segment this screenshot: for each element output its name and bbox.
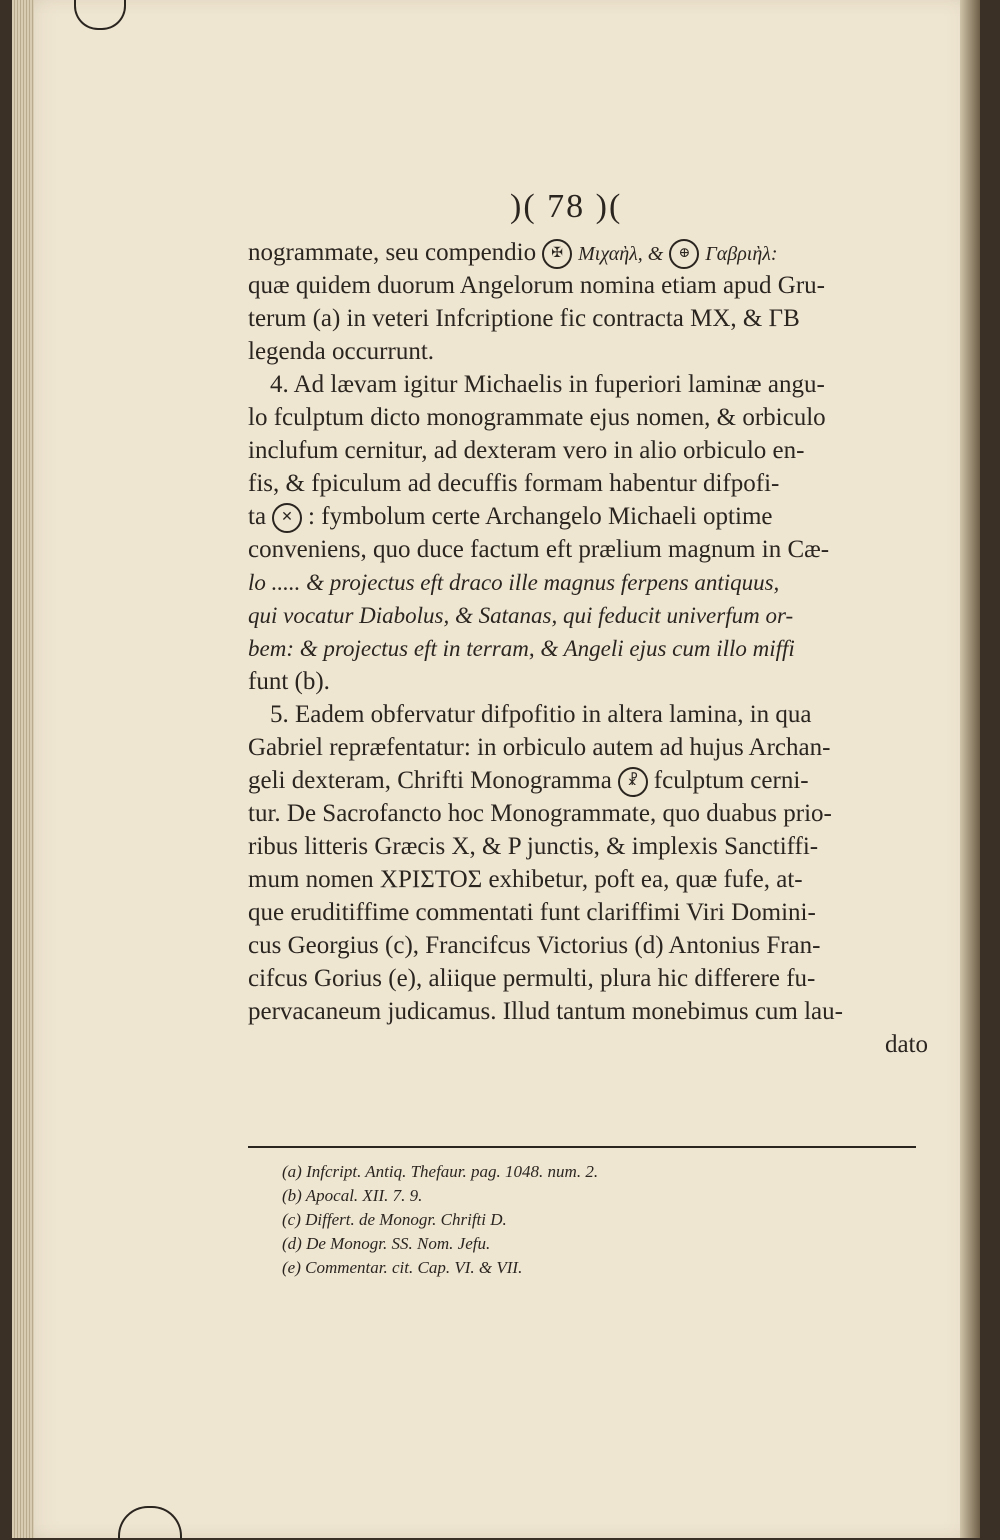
sword-spear-cross-icon: ✕ — [272, 503, 302, 533]
text-line-15: 5. Eadem obfervatur difpofitio in altera lamina, in qua — [270, 701, 812, 728]
footnote-rule — [248, 1146, 916, 1148]
text-line-10: conveniens, quo duce factum eft prælium magnum in Cæ- — [248, 536, 830, 563]
text-line-24: pervacaneum judicamus. Illud tantum monebimus cum lau- — [248, 998, 843, 1025]
text-line-23: cifcus Gorius (e), aliique permulti, plura hic differere fu- — [248, 965, 816, 992]
catchword: dato — [884, 1031, 928, 1058]
text-line-22: cus Georgius (c), Francifcus Victorius (d) Antonius Fran- — [248, 932, 821, 959]
text-line-5: 4. Ad lævam igitur Michaelis in fuperiori laminæ angu- — [270, 371, 825, 398]
footnote-b: (b) Apocal. XII. 7. 9. — [282, 1186, 423, 1205]
page-gutter — [12, 0, 34, 1538]
text-line-4: legenda occurrunt. — [248, 338, 435, 365]
text-line-7: inclufum cernitur, ad dexteram vero in alio orbiculo en- — [248, 437, 805, 464]
text-line-14: funt (b). — [248, 668, 330, 695]
text-line-11: lo ..... & projectus eft draco ille magnus ferpens antiquus, — [248, 570, 780, 595]
text-line-18: tur. De Sacrofancto hoc Monogrammate, quo duabus prio- — [248, 800, 832, 827]
text-line-6: lo fculptum dicto monogrammate ejus nomen, & orbiculo — [248, 404, 826, 431]
text-line-12: qui vocatur Diabolus, & Satanas, qui feducit univerfum or- — [248, 603, 794, 628]
text-line-13: bem: & projectus eft in terram, & Angeli ejus cum illo miffi — [248, 636, 795, 661]
text-line-9: ta ✕ : fymbolum certe Archangelo Michaeli optime — [248, 500, 928, 533]
footnote-a: (a) Infcript. Antiq. Thefaur. pag. 1048. num. 2. — [282, 1162, 599, 1181]
text-line-16: Gabriel repræfentatur: in orbiculo autem ad hujus Archan- — [248, 734, 831, 761]
text-line-8: fis, & fpiculum ad decuffis formam habentur difpofi- — [248, 470, 780, 497]
footnote-c: (c) Differt. de Monogr. Chrifti D. — [282, 1210, 507, 1229]
main-text — [248, 236, 928, 1061]
michael-monogram-icon: ✠ — [542, 239, 572, 269]
clip-tab-top — [74, 0, 126, 30]
footnotes — [282, 1160, 882, 1280]
text-line-20: mum nomen ΧΡΙΣΤΟΣ exhibetur, poft ea, quæ fufe, at- — [248, 866, 803, 893]
footnote-d: (d) De Monogr. SS. Nom. Jefu. — [282, 1234, 491, 1253]
text-line-19: ribus litteris Græcis X, & P junctis, & implexis Sanctiffi- — [248, 833, 819, 860]
clip-tab-bottom — [118, 1506, 182, 1540]
text-line-1: nogrammate, seu compendio ✠ Μιχαὴλ, & ⊕ Γαβριὴλ: — [248, 236, 928, 269]
chi-rho-monogram-icon: ☧ — [618, 767, 648, 797]
text-line-17: geli dexteram, Chrifti Monogramma ☧ fculptum cerni- — [248, 764, 928, 797]
text-line-2: quæ quidem duorum Angelorum nomina etiam apud Gru- — [248, 272, 825, 299]
footnote-e: (e) Commentar. cit. Cap. VI. & VII. — [282, 1258, 523, 1277]
text-line-21: que eruditiffime commentati funt clariffimi Viri Domini- — [248, 899, 816, 926]
page-edge — [960, 0, 980, 1538]
page-header: )( 78 )( — [510, 188, 623, 225]
gabriel-monogram-icon: ⊕ — [669, 239, 699, 269]
text-line-3: terum (a) in veteri Infcriptione fic contracta MX, & ΓB — [248, 305, 800, 332]
